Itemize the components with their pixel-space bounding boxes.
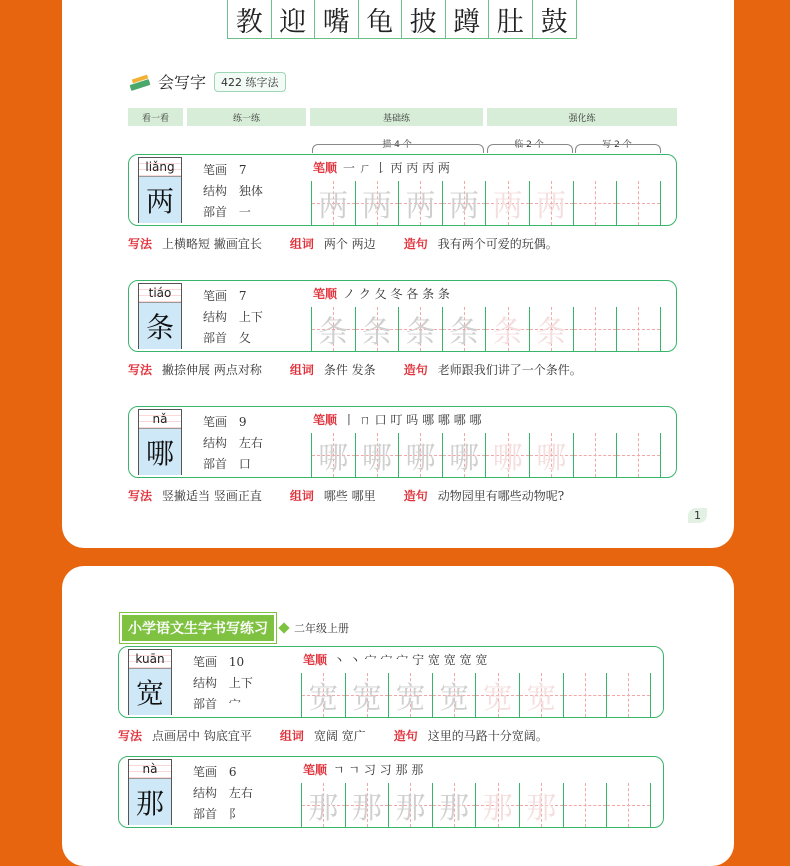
grade-label: 二年级上册 xyxy=(294,622,349,635)
char-info xyxy=(203,412,263,475)
trace-char: 那 xyxy=(308,791,339,826)
title-char: 教 xyxy=(228,0,272,38)
trace-char: 宽 xyxy=(439,681,470,716)
trace-char: 哪 xyxy=(405,441,436,476)
order-label: 笔顺 xyxy=(313,413,338,427)
structure-label: 结构 xyxy=(193,676,218,690)
trace-char: 条 xyxy=(492,315,523,350)
structure-value: 上下 xyxy=(238,310,263,324)
trace-char: 那 xyxy=(526,791,557,826)
stroke-order xyxy=(313,159,450,176)
trace-char: 条 xyxy=(405,315,436,350)
section-title: 会写字 xyxy=(158,73,207,92)
practice-cell[interactable] xyxy=(476,783,520,827)
trace-char: 哪 xyxy=(449,441,480,476)
practice-cell[interactable] xyxy=(486,433,530,477)
title-char: 嘴 xyxy=(315,0,359,38)
write-value: 点画居中 钩底宜平 xyxy=(152,729,252,743)
trace-char: 宽 xyxy=(351,681,382,716)
words-label: 组词 xyxy=(289,363,314,377)
strokes-value: 9 xyxy=(238,415,247,429)
stroke-order xyxy=(303,761,423,778)
structure-value: 独体 xyxy=(238,184,263,198)
practice-cell[interactable] xyxy=(433,783,477,827)
write-label: 写法 xyxy=(128,363,153,377)
practice-cell[interactable] xyxy=(302,673,346,717)
practice-cell[interactable] xyxy=(312,433,356,477)
pinyin: nǎ xyxy=(139,410,181,429)
practice-cell[interactable] xyxy=(312,181,356,225)
write-label: 写法 xyxy=(128,489,153,503)
character-entry xyxy=(128,280,677,352)
book-banner xyxy=(120,613,349,643)
practice-cell[interactable] xyxy=(564,783,608,827)
sentence-label: 造句 xyxy=(403,363,428,377)
main-char: 条 xyxy=(139,303,181,349)
structure-value: 左右 xyxy=(238,436,263,450)
sentence-label: 造句 xyxy=(403,237,428,251)
char-info xyxy=(203,160,263,223)
structure-label: 结构 xyxy=(203,310,228,324)
practice-cell[interactable] xyxy=(346,783,390,827)
practice-grid xyxy=(311,307,661,351)
pinyin: tiáo xyxy=(139,284,181,303)
character-card xyxy=(128,649,172,715)
label-copy: 临 2 个 xyxy=(514,140,544,150)
brace-write xyxy=(575,144,661,153)
pinyin: kuān xyxy=(129,650,171,669)
stroke-order xyxy=(303,651,487,668)
strokes-value: 7 xyxy=(238,163,247,177)
practice-cell[interactable] xyxy=(302,783,346,827)
practice-cell[interactable] xyxy=(530,433,574,477)
main-char: 宽 xyxy=(129,669,171,715)
practice-cell[interactable] xyxy=(617,181,661,225)
title-char: 蹲 xyxy=(446,0,490,38)
practice-cell[interactable] xyxy=(356,307,400,351)
character-card xyxy=(138,283,182,349)
practice-cell[interactable] xyxy=(389,673,433,717)
trace-char: 两 xyxy=(361,189,392,224)
sentence-label: 造句 xyxy=(403,489,428,503)
trace-char: 两 xyxy=(318,189,349,224)
practice-cell[interactable] xyxy=(607,783,651,827)
practice-cell[interactable] xyxy=(399,181,443,225)
radical-label: 部首 xyxy=(193,697,218,711)
write-label: 写法 xyxy=(118,729,143,743)
strokes-label: 笔画 xyxy=(193,765,218,779)
practice-cell[interactable] xyxy=(520,673,564,717)
order-value: ㄱ ㄱ 习 习 那 那 xyxy=(333,763,424,777)
title-char: 龟 xyxy=(359,0,403,38)
radical-label: 部首 xyxy=(203,457,228,471)
strokes-label: 笔画 xyxy=(203,289,228,303)
trace-char: 哪 xyxy=(361,441,392,476)
sentence-value: 我有两个可爱的玩偶。 xyxy=(437,237,558,251)
bar-strong: 强化练 xyxy=(487,108,677,126)
trace-char: 那 xyxy=(395,791,426,826)
bar-look: 看一看 xyxy=(128,108,183,126)
main-char: 两 xyxy=(139,177,181,223)
practice-cell[interactable] xyxy=(574,433,618,477)
practice-cell[interactable] xyxy=(399,433,443,477)
strokes-value: 6 xyxy=(228,765,237,779)
practice-cell[interactable] xyxy=(530,307,574,351)
title-char: 迎 xyxy=(272,0,316,38)
order-value: ノ ク 夂 冬 各 条 条 xyxy=(343,287,450,301)
usage-line xyxy=(128,487,564,504)
title-character-strip xyxy=(227,0,577,39)
words-label: 组词 xyxy=(289,237,314,251)
title-char: 披 xyxy=(402,0,446,38)
trace-char: 宽 xyxy=(526,681,557,716)
practice-cell[interactable] xyxy=(486,307,530,351)
sentence-value: 动物园里有哪些动物呢? xyxy=(437,489,565,503)
practice-grid xyxy=(301,673,651,717)
practice-cell[interactable] xyxy=(443,433,487,477)
sentence-label: 造句 xyxy=(393,729,418,743)
trace-char: 哪 xyxy=(536,441,567,476)
trace-char: 那 xyxy=(482,791,513,826)
section-header xyxy=(128,70,286,93)
strokes-value: 7 xyxy=(238,289,247,303)
practice-cell[interactable] xyxy=(617,433,661,477)
trace-char: 那 xyxy=(439,791,470,826)
radical-value: 宀 xyxy=(228,697,241,711)
practice-cell[interactable] xyxy=(356,433,400,477)
practice-cell[interactable] xyxy=(574,307,618,351)
practice-cell[interactable] xyxy=(356,181,400,225)
order-label: 笔顺 xyxy=(303,653,328,667)
practice-cell[interactable] xyxy=(617,307,661,351)
trace-char: 条 xyxy=(536,315,567,350)
trace-char: 两 xyxy=(536,189,567,224)
radical-value: 一 xyxy=(238,205,251,219)
order-label: 笔顺 xyxy=(303,763,328,777)
diamond-icon xyxy=(278,622,289,633)
write-value: 撇捺伸展 两点对称 xyxy=(162,363,262,377)
write-value: 上横略短 撇画宜长 xyxy=(162,237,262,251)
words-value: 哪些 哪里 xyxy=(323,489,376,503)
practice-cell[interactable] xyxy=(346,673,390,717)
label-trace: 描 4 个 xyxy=(382,140,412,150)
brace-copy xyxy=(487,144,573,153)
practice-cell[interactable] xyxy=(312,307,356,351)
usage-line xyxy=(128,361,582,378)
trace-char: 哪 xyxy=(492,441,523,476)
method-badge: 422 练字法 xyxy=(214,72,286,92)
practice-cell[interactable] xyxy=(389,783,433,827)
pen-icon xyxy=(128,73,154,91)
banner-title: 小学语文生字书写练习 xyxy=(120,613,276,643)
practice-grid xyxy=(301,783,651,827)
trace-char: 宽 xyxy=(482,681,513,716)
practice-grid xyxy=(311,433,661,477)
radical-label: 部首 xyxy=(203,205,228,219)
practice-cell[interactable] xyxy=(564,673,608,717)
words-value: 两个 两边 xyxy=(323,237,376,251)
main-char: 那 xyxy=(129,779,171,825)
pinyin: liǎng xyxy=(139,158,181,177)
order-value: 丨 ㄇ 口 叮 吗 哪 哪 哪 哪 xyxy=(343,413,482,427)
practice-cell[interactable] xyxy=(399,307,443,351)
order-value: 一 ㄏ 𠄌 丙 丙 丙 两 xyxy=(343,161,450,175)
order-label: 笔顺 xyxy=(313,161,338,175)
structure-label: 结构 xyxy=(203,436,228,450)
trace-char: 那 xyxy=(351,791,382,826)
radical-value: 口 xyxy=(238,457,251,471)
order-value: 丶 丶 宀 宀 宀 宁 宽 宽 宽 宽 xyxy=(333,653,488,667)
character-card xyxy=(128,759,172,825)
strokes-label: 笔画 xyxy=(193,655,218,669)
structure-label: 结构 xyxy=(193,786,218,800)
character-entry xyxy=(118,756,664,828)
stroke-order xyxy=(313,285,450,302)
strokes-label: 笔画 xyxy=(203,415,228,429)
trace-char: 宽 xyxy=(395,681,426,716)
practice-cell[interactable] xyxy=(433,673,477,717)
character-entry xyxy=(128,406,677,478)
radical-label: 部首 xyxy=(193,807,218,821)
structure-value: 左右 xyxy=(228,786,253,800)
practice-cell[interactable] xyxy=(476,673,520,717)
character-entry xyxy=(128,154,677,226)
radical-value: 夂 xyxy=(238,331,251,345)
title-char: 鼓 xyxy=(540,6,568,38)
practice-cell[interactable] xyxy=(607,673,651,717)
pinyin: nà xyxy=(129,760,171,779)
practice-cell[interactable] xyxy=(443,307,487,351)
label-write: 写 2 个 xyxy=(602,140,632,150)
words-value: 条件 发条 xyxy=(323,363,376,377)
practice-cell[interactable] xyxy=(486,181,530,225)
order-label: 笔顺 xyxy=(313,287,338,301)
write-value: 竖撇适当 竖画正直 xyxy=(162,489,262,503)
character-card xyxy=(138,409,182,475)
character-card xyxy=(138,157,182,223)
sentence-value: 老师跟我们讲了一个条件。 xyxy=(437,363,582,377)
write-label: 写法 xyxy=(128,237,153,251)
trace-char: 条 xyxy=(318,315,349,350)
main-char: 哪 xyxy=(139,429,181,475)
char-info xyxy=(193,652,253,715)
usage-line xyxy=(118,727,548,744)
practice-cell[interactable] xyxy=(574,181,618,225)
char-info xyxy=(203,286,263,349)
radical-value: 阝 xyxy=(228,807,241,821)
radical-label: 部首 xyxy=(203,331,228,345)
trace-char: 哪 xyxy=(318,441,349,476)
trace-char: 宽 xyxy=(308,681,339,716)
trace-char: 两 xyxy=(405,189,436,224)
char-info xyxy=(193,762,253,825)
strokes-value: 10 xyxy=(228,655,245,669)
practice-grid xyxy=(311,181,661,225)
trace-char: 条 xyxy=(361,315,392,350)
character-entry xyxy=(118,646,664,718)
practice-cell[interactable] xyxy=(530,181,574,225)
usage-line xyxy=(128,235,558,252)
words-label: 组词 xyxy=(279,729,304,743)
title-char: 肚 xyxy=(489,0,533,38)
trace-char: 两 xyxy=(492,189,523,224)
practice-cell[interactable] xyxy=(520,783,564,827)
sentence-value: 这里的马路十分宽阔。 xyxy=(427,729,548,743)
words-label: 组词 xyxy=(289,489,314,503)
structure-value: 上下 xyxy=(228,676,253,690)
stroke-order xyxy=(313,411,482,428)
trace-char: 条 xyxy=(449,315,480,350)
strokes-label: 笔画 xyxy=(203,163,228,177)
brace-trace xyxy=(312,144,484,153)
trace-char: 两 xyxy=(449,189,480,224)
bar-basic: 基础练 xyxy=(310,108,483,126)
words-value: 宽阔 宽广 xyxy=(313,729,366,743)
page-number: 1 xyxy=(688,508,707,523)
structure-label: 结构 xyxy=(203,184,228,198)
practice-cell[interactable] xyxy=(443,181,487,225)
bar-practice: 练一练 xyxy=(187,108,306,126)
